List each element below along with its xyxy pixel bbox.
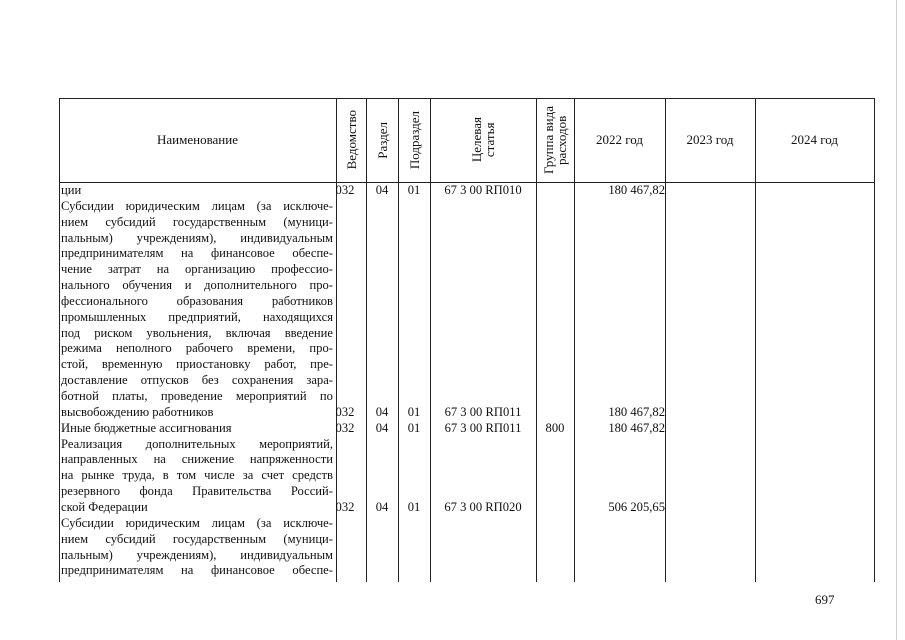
cell-vedomstvo: 032 — [335, 183, 355, 197]
name-line — [61, 246, 333, 262]
word: доставление — [61, 373, 128, 388]
name-line — [61, 341, 333, 357]
word: неполного — [115, 341, 172, 356]
header-celevaya: Целевая статья — [469, 117, 497, 163]
word: фонда — [139, 484, 173, 499]
word: лицам — [211, 198, 245, 213]
word: организацию — [184, 262, 256, 277]
word: государственным — [172, 214, 267, 229]
word: без — [201, 373, 219, 388]
name-line — [61, 199, 333, 215]
word: фессионального — [61, 293, 148, 308]
word: Реализация — [61, 436, 123, 451]
cell-2022: 180 467,82 — [608, 420, 665, 435]
cell-2022: 180 467,82 — [608, 404, 665, 419]
word: профессио- — [271, 262, 333, 277]
row-name — [61, 183, 333, 199]
word: (муници- — [283, 531, 333, 546]
header-name: Наименование — [157, 132, 238, 147]
word: находящихся — [262, 309, 333, 324]
cell-podrazdel: 01 — [407, 183, 421, 197]
word: про- — [309, 278, 333, 293]
header-2022: 2022 год — [596, 132, 643, 147]
word: на — [153, 452, 166, 467]
word: резервного — [61, 484, 121, 499]
word: Субсидии — [61, 198, 114, 213]
word: Россий- — [290, 484, 333, 499]
word: юридическим — [125, 198, 200, 213]
name-line — [61, 278, 333, 294]
word: обеспе- — [292, 563, 333, 578]
budget-table — [59, 98, 875, 582]
cell-razdel: 04 — [375, 420, 389, 435]
word: пальным) — [61, 230, 113, 245]
word: исключе- — [283, 198, 333, 213]
word: в — [162, 468, 169, 483]
row-name — [61, 437, 333, 516]
word: исключе- — [283, 515, 333, 530]
col-border — [874, 98, 875, 582]
word: чение — [61, 262, 92, 277]
name-line — [61, 405, 333, 421]
word: предпринимателям — [61, 246, 164, 261]
word: нального — [61, 278, 110, 293]
cell-vedomstvo: 032 — [335, 420, 355, 435]
word: обучения — [122, 278, 173, 293]
word: и — [184, 278, 192, 293]
cell-celevaya: 67 3 00 RП011 — [444, 420, 522, 435]
word: по — [319, 388, 333, 403]
word: государственным — [172, 531, 267, 546]
word: временную — [101, 357, 163, 372]
word: про- — [309, 341, 333, 356]
cell-podrazdel: 01 — [407, 420, 421, 435]
word: высвобождению работников — [61, 404, 214, 419]
name-line — [61, 421, 333, 437]
word: учреждениям), — [136, 230, 217, 245]
word: работников — [271, 293, 333, 308]
header-vedomstvo: Ведомство — [343, 110, 359, 170]
header-razdel: Раздел — [374, 121, 390, 159]
name-line — [61, 437, 333, 453]
header-2023: 2023 год — [686, 132, 734, 147]
word: затрат — [107, 262, 141, 277]
name-line — [61, 389, 333, 405]
word: зара- — [306, 373, 333, 388]
word: напряженности — [249, 452, 333, 467]
word: Правительства — [192, 484, 272, 499]
row-name — [61, 516, 333, 579]
word: образования — [176, 293, 244, 308]
word: за — [242, 468, 254, 483]
word: Субсидии — [61, 515, 114, 530]
word: числе — [204, 468, 235, 483]
name-line — [61, 262, 333, 278]
cell-2022: 506 205,65 — [608, 500, 665, 514]
page-edge — [896, 0, 897, 640]
word: учреждениям), — [136, 547, 217, 562]
cell-razdel: 04 — [375, 500, 389, 514]
word: увольнения, — [146, 325, 212, 340]
name-line — [61, 357, 333, 373]
word: платы, — [112, 388, 148, 403]
word: субсидий — [105, 214, 156, 229]
row-name — [61, 199, 333, 421]
name-line — [61, 516, 333, 532]
cell-razdel: 04 — [375, 404, 389, 419]
name-line — [61, 310, 333, 326]
word: проведение — [160, 388, 223, 403]
cell-gruppa: 800 — [545, 420, 565, 435]
word: сохранения — [231, 373, 294, 388]
name-line — [61, 326, 333, 342]
name-line — [61, 231, 333, 247]
name-line — [61, 548, 333, 564]
word: включая — [225, 325, 271, 340]
cell-podrazdel: 01 — [407, 500, 421, 514]
word: направленных — [61, 452, 138, 467]
word: (муници- — [283, 214, 333, 229]
word: предпринимателям — [61, 563, 164, 578]
word: юридическим — [125, 515, 200, 530]
word: (за — [256, 515, 272, 530]
word: предприятий, — [168, 309, 241, 324]
word: труда, — [122, 468, 155, 483]
word: на — [181, 246, 194, 261]
word: финансовое — [211, 563, 275, 578]
word: субсидий — [105, 531, 156, 546]
row-name — [61, 421, 333, 437]
word: индивидуальным — [240, 547, 333, 562]
word: на — [61, 468, 74, 483]
word: Иные бюджетные ассигнования — [61, 420, 232, 435]
word: том — [176, 468, 197, 483]
word: времени, — [247, 341, 296, 356]
name-line — [61, 373, 333, 389]
word: режима — [61, 341, 102, 356]
word: работ, — [264, 357, 297, 372]
name-line — [61, 294, 333, 310]
word: лицам — [211, 515, 245, 530]
header-2024: 2024 год — [791, 132, 838, 147]
word: введение — [284, 325, 333, 340]
word: финансовое — [211, 246, 275, 261]
word: рабочего — [185, 341, 234, 356]
name-line — [61, 215, 333, 231]
word: счет — [261, 468, 285, 483]
word: нием — [61, 214, 89, 229]
word: дополнительного — [204, 278, 297, 293]
word: мероприятий, — [259, 436, 333, 451]
name-line — [61, 532, 333, 548]
cell-celevaya: 67 3 00 RП010 — [444, 183, 522, 197]
word: пальным) — [61, 547, 113, 562]
cell-celevaya: 67 3 00 RП011 — [444, 404, 522, 419]
header-podrazdel: Подраздел — [406, 110, 422, 170]
cell-2022: 180 467,82 — [608, 183, 665, 197]
word: рынке — [81, 468, 115, 483]
word: стой, — [61, 357, 89, 372]
word: обеспе- — [292, 246, 333, 261]
word: ботной — [61, 388, 99, 403]
word: на — [156, 262, 170, 277]
word: нием — [61, 531, 89, 546]
name-line — [61, 452, 333, 468]
page-number: 697 — [815, 592, 835, 607]
word: риском — [94, 325, 133, 340]
word: (за — [256, 198, 272, 213]
word: на — [181, 563, 194, 578]
word: ской Федерации — [61, 499, 148, 514]
word: индивидуальным — [240, 230, 333, 245]
cell-celevaya: 67 3 00 RП020 — [444, 500, 522, 514]
word: отпусков — [140, 373, 189, 388]
word: промышленных — [61, 309, 147, 324]
cell-vedomstvo: 032 — [335, 500, 355, 514]
name-line — [61, 468, 333, 484]
cell-vedomstvo: 032 — [335, 404, 355, 419]
word: приостановку — [176, 357, 251, 372]
cell-podrazdel: 01 — [407, 404, 421, 419]
word: средств — [292, 468, 333, 483]
word: снижение — [181, 452, 235, 467]
word: под — [61, 325, 81, 340]
word: пре- — [310, 357, 333, 372]
name-line — [61, 183, 333, 199]
word: дополнительных — [145, 436, 236, 451]
name-line — [61, 500, 333, 516]
name-line — [61, 484, 333, 500]
word: мероприятий — [235, 388, 307, 403]
name-line — [61, 563, 333, 579]
header-gruppa: Группа вида расходов — [541, 106, 569, 174]
cell-razdel: 04 — [375, 183, 389, 197]
word: ции — [61, 183, 82, 197]
